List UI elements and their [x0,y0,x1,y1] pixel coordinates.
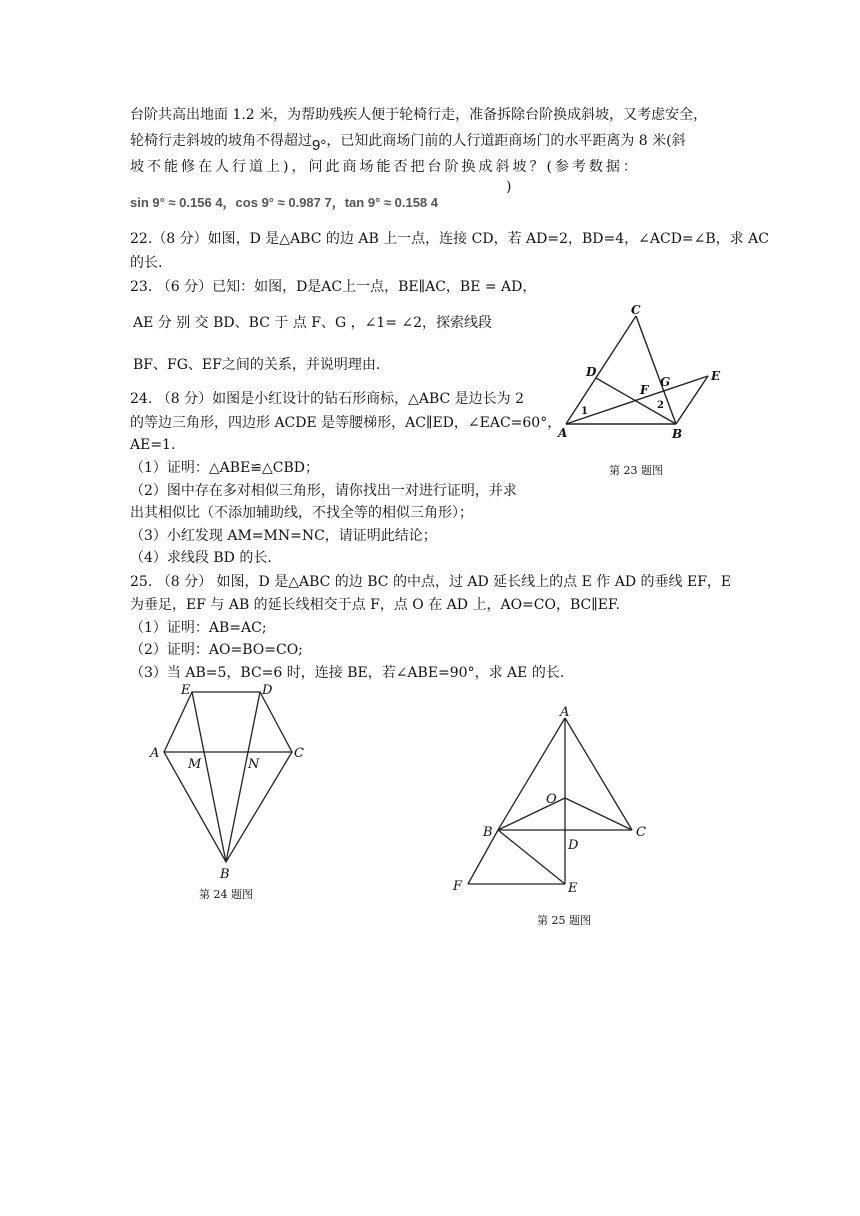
fig25-label-B: B [483,825,493,840]
fig25-label-O: O [546,792,557,807]
q25-part3: （3）当 AB=5，BC=6 时，连接 BE，若∠ABE=90°，求 AE 的长. [130,665,565,681]
q21-line2b: ，已知此商场门前的人行道距商场门的水平距离为 8 米(斜 [326,133,686,149]
fig24-label-M: M [188,757,202,772]
fig24-segment-DB [226,692,260,862]
fig24-label-B: B [220,867,230,880]
q24-part2a: （2）图中存在多对相似三角形，请你找出一对进行证明，并求 [130,483,517,499]
q24-part2b: 出其相似比（不添加辅助线，不找全等的相似三角形）； [130,505,473,521]
q24-line2: 的等边三角形，四边形 ACDE 是等腰梯形，AC∥ED，∠EAC=60°， [130,415,562,431]
fig25-label-A: A [560,705,570,720]
q24-line1: 24. （8 分）如图是小红设计的钻石形商标，△ABC 是边长为 2 [130,391,525,407]
q23-line2: AE 分 别 交 BD、BC 于 点 F、G ，∠1= ∠2，探索线段 [133,315,493,331]
figure-25 [446,702,656,898]
figure-24 [140,680,320,880]
q25-part1: （1）证明：AB=AC; [130,620,267,636]
q24-part4: （4）求线段 BD 的长. [130,550,272,566]
fig23-segment-BE [676,376,708,424]
fig24-outline [164,692,292,862]
q22-line1: 22.（8 分）如图，D 是△ABC 的边 AB 上一点，连接 CD，若 AD=2，BD=4，∠ACD=∠B，求 AC [130,231,769,247]
q25-part2: （2）证明：AO=BO=CO; [130,642,303,658]
q21-line3: 坡不能修在人行道上)，问此商场能否把台阶换成斜坡？(参考数据： [130,159,640,175]
figure-24-caption: 第 24 题图 [199,888,253,901]
fig23-segment-CB [636,316,676,424]
fig25-segment-AC [565,718,632,830]
fig25-label-F: F [453,879,463,894]
fig25-segment-BE [498,830,565,884]
q21-reference-values: sin 9° ≈ 0.156 4，cos 9° ≈ 0.987 7，tan 9° ≈ 0.158 4 [130,195,439,210]
q22-line2: 的长. [130,255,163,271]
fig24-label-C: C [294,746,304,761]
fig24-label-D: D [262,683,273,698]
q24-part3: （3）小红发现 AM=MN=NC，请证明此结论； [130,528,437,544]
fig23-angle-2: 2 [657,400,664,411]
fig25-label-E: E [568,881,578,896]
fig23-label-A: A [558,426,568,440]
figure-25-caption: 第 25 题图 [537,914,591,927]
fig23-segment-AC [566,316,636,424]
fig24-label-E: E [181,683,191,698]
q21-angle: 9° [312,137,327,154]
fig23-label-B: B [672,427,683,441]
fig25-label-D: D [568,838,579,853]
q21-line2 [130,132,686,154]
fig25-label-C: C [636,825,646,840]
figure-23-caption: 第 23 题图 [609,464,663,477]
fig25-segment-AB [498,718,565,830]
q24-part1: （1）证明：△ABE≌△CBD； [130,460,320,476]
fig24-label-N: N [248,757,260,772]
fig24-label-A: A [150,746,160,761]
fig23-angle-1: 1 [581,406,588,417]
q21-paren: ) [506,179,512,195]
fig23-label-G: G [660,375,671,389]
q25-line1: 25. （8 分） 如图，D 是△ABC 的边 BC 的中点，过 AD 延长线上的点 E 作 AD 的垂线 EF，E [130,574,732,590]
q21-line2a: 轮椅行走斜坡的坡角不得超过 [130,133,312,149]
fig23-label-C: C [631,303,641,317]
q21-line1: 台阶共高出地面 1.2 米，为帮助残疾人便于轮椅行走，准备拆除台阶换成斜坡，又考虑安全， [130,107,708,123]
fig24-segment-EB [192,692,226,862]
q25-line2: 为垂足，EF 与 AB 的延长线相交于点 F，点 O 在 AD 上，AO=CO，BC∥EF. [130,597,620,613]
fig23-label-D: D [586,365,597,379]
fig23-label-E: E [711,369,721,383]
q23-line1: 23. （6 分）已知：如图，D是AC上一点，BE∥AC，BE = AD， [130,279,537,295]
q24-line3: AE=1. [130,437,176,453]
q23-line3: BF、FG、EF之间的关系，并说明理由. [133,357,381,373]
figure-23 [556,302,736,442]
fig23-label-F: F [640,383,649,397]
